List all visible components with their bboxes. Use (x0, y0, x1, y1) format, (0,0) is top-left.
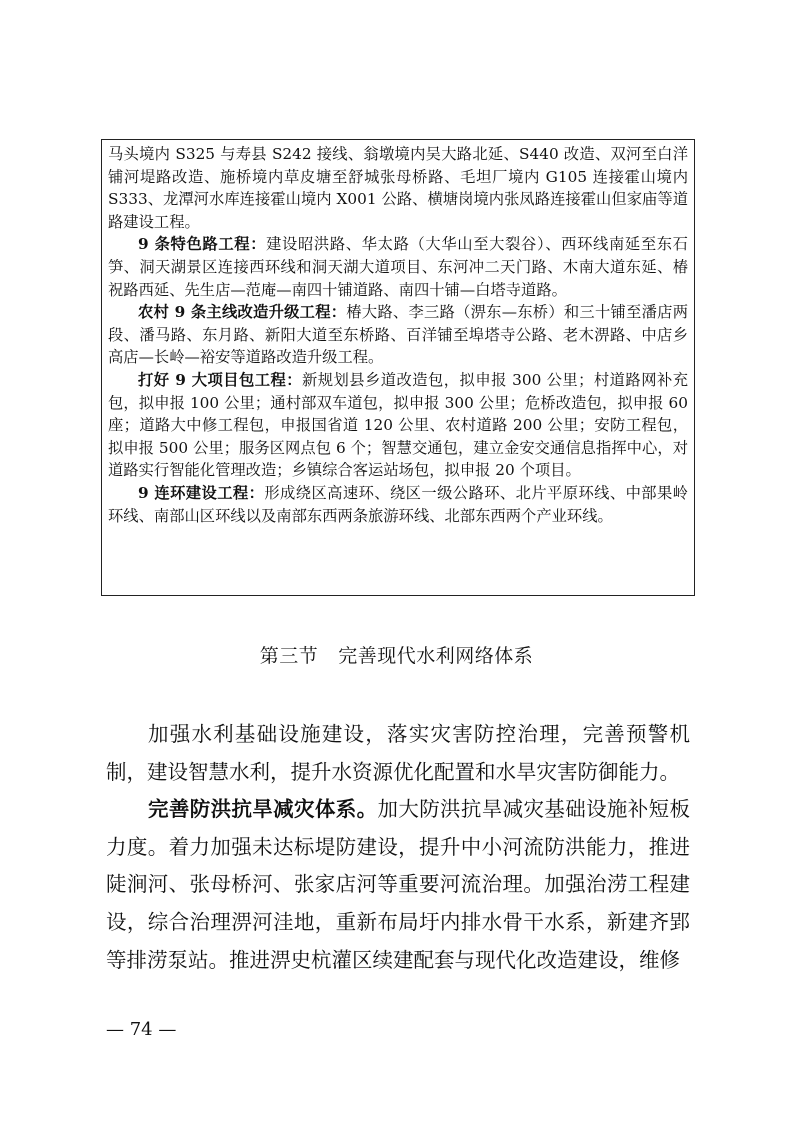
paragraph-text: 形成绕区高速环、绕区一级公路环、北片平原环线、中部果岭环线、南部山区环线以及南部东西两条旅游环线、北部东西两个产业环线。 (108, 483, 688, 525)
paragraph-text: 加强水利基础设施建设，落实灾害防控治理，完善预警机制，建设智慧水利，提升水资源优化配置和水旱灾害防御能力。 (106, 722, 690, 784)
paragraph-text: 加大防洪抗旱减灾基础设施补短板力度。着力加强未达标堤防建设，提升中小河流防洪能力，推进陡涧河、张母桥河、张家店河等重要河流治理。加强治涝工程建设，综合治理淠河洼地，重新布局圩内排水骨干水系，新建齐郢等排涝泵站。推进淠史杭灌区续建配套与现代化改造建设，维修 (106, 797, 691, 972)
body-paragraph-intro (106, 716, 690, 791)
paragraph-text: 马头境内 S325 与寿县 S242 接线、翁墩境内吴大路北延、S440 改造、双河至白洋铺河堤路改造、施桥境内草皮塘至舒城张母桥路、毛坦厂境内 G105 连接霍山境内 S333、龙潭河水库连接霍山境内 X001 公路、横塘岗境内张凤路连接霍山但家庙等道路建设工程。 (108, 145, 688, 231)
project-list-box (101, 139, 695, 596)
paragraph-heading: 打好 9 大项目包工程： (138, 370, 303, 389)
body-paragraph-flood-control (106, 791, 690, 979)
paragraph-heading: 完善防洪抗旱减灾体系。 (148, 797, 378, 822)
paragraph-heading: 9 条特色路工程： (138, 235, 267, 254)
paragraph-text: 新规划县乡道改造包，拟申报 300 公里；村道路网补充包，拟申报 100 公里；通村部双车道包，拟申报 300 公里；危桥改造包，拟申报 60 座；道路大中修工程包，申报国省道 120 公里、农村道路 200 公里；安防工程包，拟申报 500 公里；服务区网点包 6 个；智慧交通包，建立金安交通信息指挥中心，对道路实行智能化管理改造；乡镇综合客运站场包，拟申报 20 个项目。 (108, 370, 688, 480)
section-heading (0, 642, 793, 670)
paragraph-rural-main-roads (108, 301, 688, 369)
paragraph-ring-roads (108, 482, 688, 527)
paragraph-heading: 9 连环建设工程： (138, 483, 265, 502)
body-text (106, 716, 690, 979)
paragraph-featured-roads (108, 233, 688, 301)
section-title: 完善现代水利网络体系 (338, 645, 534, 667)
section-number: 第三节 (259, 645, 319, 667)
paragraph-heading: 农村 9 条主线改造升级工程： (138, 303, 347, 322)
paragraph-road-connections (108, 143, 688, 233)
paragraph-text: 建设昭洪路、华太路（大华山至大裂谷）、西环线南延至东石笋、洞天湖景区连接西环线和洞天湖大道项目、东河冲二天门路、木南大道东延、椿祝路西延、先生店—范庵—南四十铺道路、南四十铺—白塔寺道路。 (108, 235, 688, 299)
paragraph-text: 椿大路、李三路（淠东—东桥）和三十铺至潘店两段、潘马路、东月路、新阳大道至东桥路、百洋铺至埠塔寺公路、老木淠路、中店乡高店—长岭—裕安等道路改造升级工程。 (108, 303, 688, 367)
paragraph-project-packages (108, 369, 688, 482)
page-number: — 74 — (106, 1019, 177, 1040)
